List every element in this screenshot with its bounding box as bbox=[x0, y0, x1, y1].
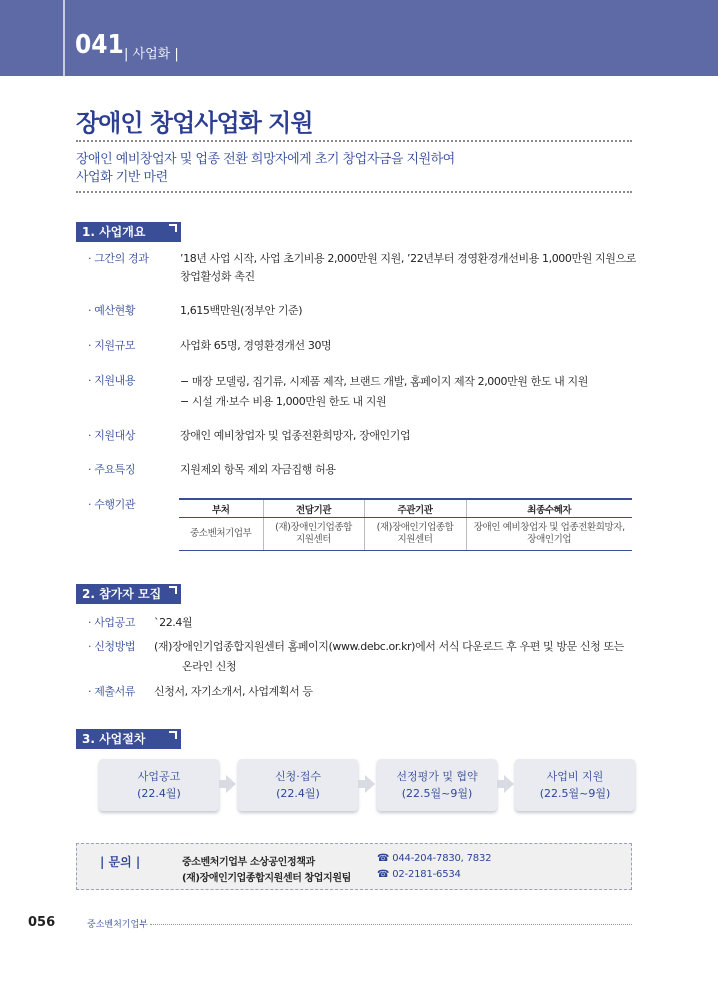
subtitle-line: 사업화 기반 마련 bbox=[76, 170, 168, 185]
step-period: (22.4월) bbox=[137, 787, 181, 800]
step-name: 사업공고 bbox=[137, 770, 181, 783]
table-header-row bbox=[179, 499, 632, 518]
item-value: 사업화 65명, 경영환경개선 30명 bbox=[180, 339, 332, 352]
step-period: (22.4월) bbox=[276, 787, 320, 800]
table-cell: (재)장애인기업종합 지원센터 bbox=[364, 518, 466, 551]
subtitle-line: 장애인 예비창업자 및 업종 전환 희망자에게 초기 창업자금을 지원하여 bbox=[76, 152, 455, 167]
step-name: 사업비 지원 bbox=[546, 770, 604, 783]
page-subtitle bbox=[76, 151, 455, 187]
item-value bbox=[154, 637, 634, 677]
section-heading-recruit bbox=[76, 584, 181, 604]
table-cell: 중소벤처기업부 bbox=[179, 518, 263, 551]
page-title: 장애인 창업사업화 지원 bbox=[76, 109, 313, 137]
section-heading-overview bbox=[76, 222, 181, 242]
table-row bbox=[179, 518, 632, 551]
item-value bbox=[180, 250, 640, 286]
table-cell: (재)장애인기업종합 지원센터 bbox=[263, 518, 364, 551]
item-label: · 지원규모 bbox=[88, 339, 136, 352]
item-label: · 지원내용 bbox=[88, 374, 136, 387]
table-cell: 장애인 예비창업자 및 업종전환희망자, 장애인기업 bbox=[466, 518, 632, 551]
item-label: · 예산현황 bbox=[88, 304, 136, 317]
corner-mark-icon bbox=[169, 731, 177, 739]
agency-table bbox=[179, 498, 632, 551]
footer-text: 중소벤처기업부 bbox=[87, 920, 148, 930]
item-label: · 지원대상 bbox=[88, 429, 136, 442]
contact-org: 중소벤처기업부 소상공인정책과 bbox=[182, 857, 315, 868]
item-label: · 신청방법 bbox=[88, 640, 136, 653]
process-step bbox=[238, 759, 358, 811]
contact-label: | 문의 | bbox=[100, 855, 141, 869]
section-heading-text: 2. 참가자 모집 bbox=[82, 587, 162, 601]
section-heading-text: 1. 사업개요 bbox=[82, 225, 146, 239]
table-header-cell: 부처 bbox=[179, 499, 263, 518]
item-value-line: − 시설 개·보수 비용 1,000만원 한도 내 지원 bbox=[180, 395, 387, 408]
footer-page-number: 056 bbox=[28, 915, 56, 930]
item-label: · 사업공고 bbox=[88, 616, 136, 629]
header-divider bbox=[63, 0, 65, 76]
header-page-number: 041 bbox=[75, 30, 124, 60]
step-period: (22.5월~9월) bbox=[539, 787, 611, 800]
arrow-right-icon bbox=[226, 775, 236, 793]
item-value: 신청서, 자기소개서, 사업계획서 등 bbox=[154, 685, 313, 698]
table-header-cell: 최종수혜자 bbox=[466, 499, 632, 518]
header-category: | 사업화 | bbox=[124, 47, 179, 62]
process-step bbox=[515, 759, 635, 811]
step-period: (22.5월~9월) bbox=[401, 787, 473, 800]
item-label: · 제출서류 bbox=[88, 685, 136, 698]
arrow-right-icon bbox=[504, 775, 514, 793]
item-label: · 주요특징 bbox=[88, 463, 136, 476]
item-value: 1,615백만원(정부안 기준) bbox=[180, 304, 303, 317]
arrow-right-icon bbox=[365, 775, 375, 793]
corner-mark-icon bbox=[169, 586, 177, 594]
contact-box bbox=[76, 843, 632, 890]
corner-mark-icon bbox=[169, 224, 177, 232]
subtitle-divider bbox=[76, 191, 632, 193]
section-heading-process bbox=[76, 729, 181, 749]
footer-divider bbox=[150, 924, 632, 925]
section-heading-text: 3. 사업절차 bbox=[82, 732, 146, 746]
item-value-line: 온라인 신청 bbox=[182, 660, 237, 673]
item-value: `22.4월 bbox=[154, 616, 193, 629]
item-value-line: − 매장 모델링, 집기류, 시제품 제작, 브랜드 개발, 홈페이지 제작 2,000만원 한도 내 지원 bbox=[180, 375, 588, 388]
table-header-cell: 전담기관 bbox=[263, 499, 364, 518]
item-label: · 수행기관 bbox=[88, 498, 136, 511]
step-name: 선정평가 및 협약 bbox=[396, 770, 478, 783]
contact-org: (재)장애인기업종합지원센터 창업지원팀 bbox=[182, 873, 351, 884]
title-divider bbox=[76, 140, 632, 142]
process-step bbox=[377, 759, 497, 811]
item-value-line: (재)장애인기업종합지원센터 홈페이지(www.debc.or.kr)에서 서식 다운로드 후 우편 및 방문 신청 또는 bbox=[154, 640, 624, 653]
process-step bbox=[99, 759, 219, 811]
contact-phone: ☎ 044-204-7830, 7832 bbox=[377, 853, 492, 864]
page-header bbox=[0, 0, 718, 76]
item-label: · 그간의 경과 bbox=[88, 252, 149, 265]
item-value bbox=[180, 372, 640, 412]
item-value: 장애인 예비창업자 및 업종전환희망자, 장애인기업 bbox=[180, 429, 411, 442]
item-value-line: 창업활성화 촉진 bbox=[180, 270, 255, 283]
step-name: 신청·접수 bbox=[274, 770, 321, 783]
item-value: 지원제외 항목 제외 자금집행 허용 bbox=[180, 463, 336, 476]
contact-phone: ☎ 02-2181-6534 bbox=[377, 869, 461, 880]
table-header-cell: 주관기관 bbox=[364, 499, 466, 518]
item-value-line: ’18년 사업 시작, 사업 초기비용 2,000만원 지원, ’22년부터 경영환경개선비용 1,000만원 지원으로 bbox=[180, 252, 636, 265]
